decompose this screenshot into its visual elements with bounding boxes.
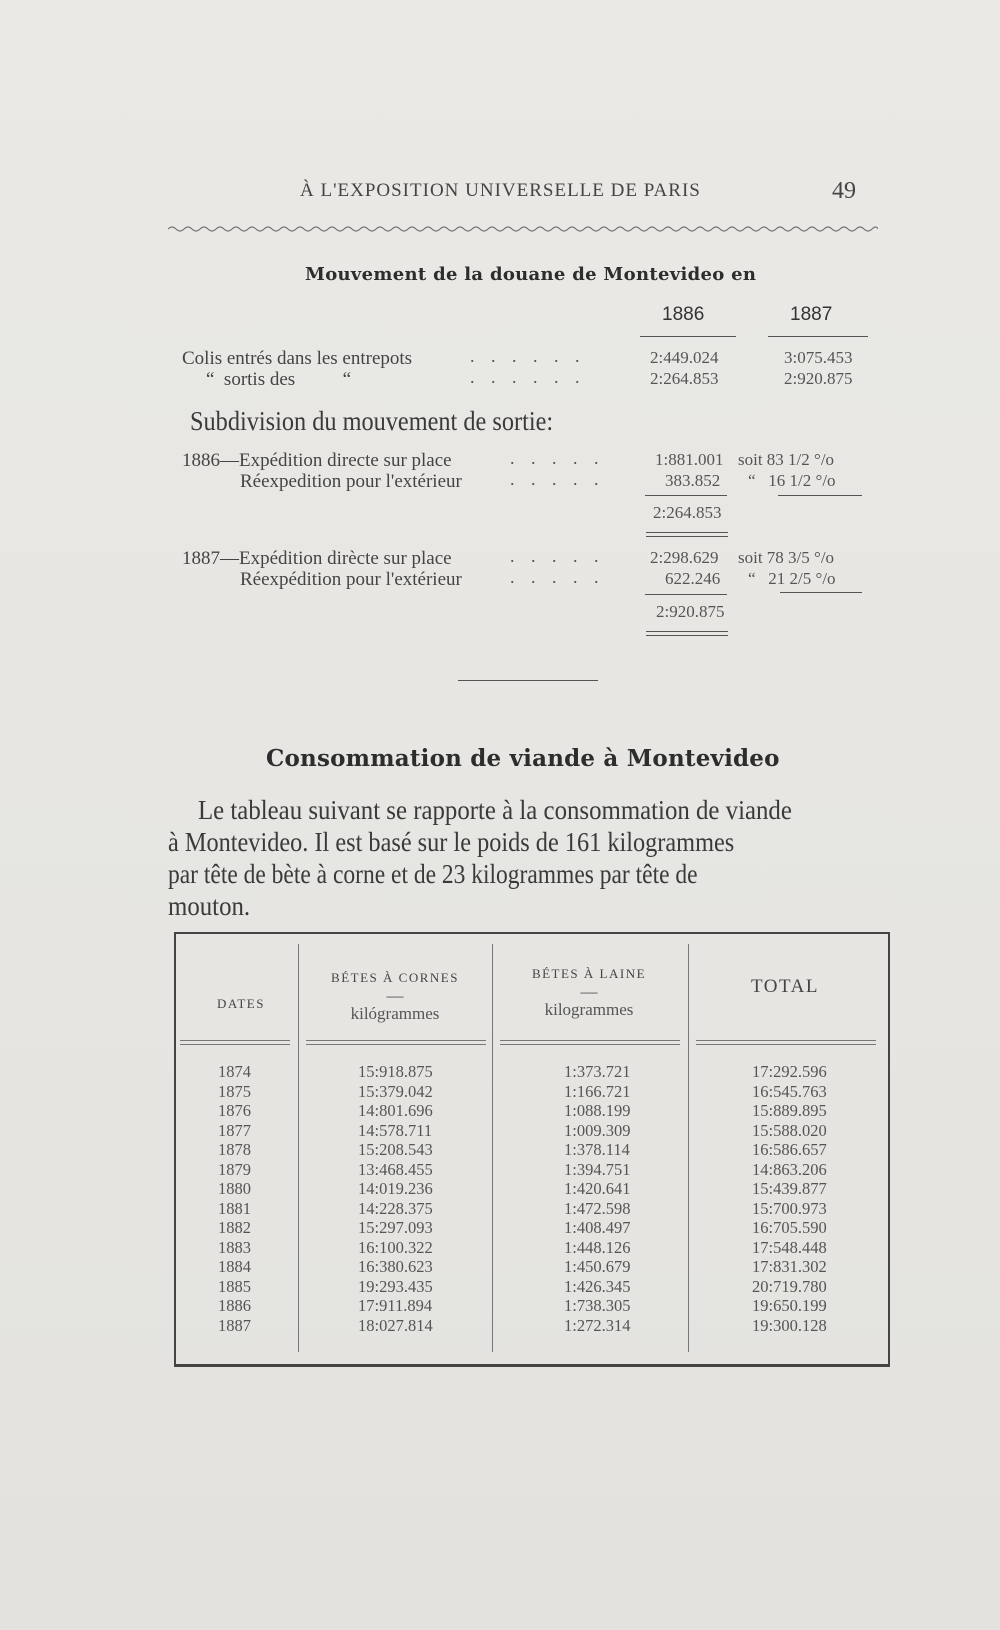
table-column-total [752,1062,827,1335]
paragraph-line: par tête de bète à corne et de 23 kilogrammes par tête de [168,859,698,889]
table-cell-total: 15:700.973 [752,1198,827,1218]
table-cell-date: 1887 [218,1315,251,1335]
table-cell-total: 17:831.302 [752,1257,827,1276]
value-1887-reexpedition: 622.246 [665,569,721,588]
table-unit-laine: kilogrammes [544,1000,634,1019]
table-cell-cornes: 15:297.093 [358,1218,433,1237]
percent-1886-expedition: soit 83 1/2 °/o [738,450,835,469]
table-cell-cornes: 15:918.875 [358,1062,433,1081]
table-header-cornes: BÉTES À CORNES [331,970,459,985]
percent-1887-expedition: soit 78 3/5 °/o [738,548,835,567]
table-column-cornes [358,1062,433,1335]
table-cell-laine: 1:373.721 [564,1062,631,1081]
table-cell-cornes: 16:380.623 [358,1257,433,1276]
total-double-rule [646,532,728,537]
table-cell-laine: 1:009.309 [564,1120,631,1140]
table-cell-total: 17:548.448 [752,1237,827,1257]
table-column-divider [492,944,493,1352]
table-header-total: TOTAL [751,976,819,997]
year-underline [768,336,868,337]
table-header-dates: DATES [217,996,265,1011]
sum-rule [778,495,862,496]
leader-dots: . . . . . [510,448,605,468]
table-cell-laine: 1:450.679 [564,1257,631,1276]
table-cell-cornes: 16:100.322 [358,1237,433,1257]
table-cell-cornes: 14:801.696 [358,1101,433,1120]
table-cell-laine: 1:448.126 [564,1237,631,1257]
table-cell-total: 14:863.206 [752,1159,827,1179]
table-cell-cornes: 14:228.375 [358,1198,433,1218]
paragraph-line: mouton. [168,891,251,921]
sum-rule [780,592,862,593]
table-cell-laine: 1:394.751 [564,1159,631,1179]
table-cell-date: 1882 [218,1218,251,1237]
table-cell-laine: 1:408.497 [564,1218,631,1237]
total-double-rule [646,631,728,636]
table-header-dash: — [386,986,404,1005]
table-cell-total: 16:705.590 [752,1218,827,1237]
table-cell-total: 17:292.596 [752,1062,827,1081]
total-1886: 2:264.853 [653,503,722,522]
sum-rule [645,495,727,496]
table-header-laine: BÉTES À LAINE [531,966,647,981]
table-cell-total: 19:300.128 [752,1315,827,1335]
paragraph-line: à Montevideo. Il est basé sur le poids de 161 kilogrammes [168,827,735,857]
table-cell-laine: 1:738.305 [564,1296,631,1315]
value-1886: 2:264.853 [650,369,719,388]
value-1887-expedition: 2:298.629 [650,548,719,567]
leader-dots: . . . . . . [470,346,586,366]
table-cell-cornes: 13:468.455 [358,1159,433,1179]
table-cell-date: 1879 [218,1159,251,1179]
table-cell-total: 20:719.780 [752,1276,827,1296]
value-1886-expedition: 1:881.001 [655,450,724,469]
year-underline [640,336,736,337]
table-cell-date: 1884 [218,1257,251,1276]
decorative-wavy-rule [168,224,878,234]
total-1887: 2:920.875 [656,602,725,621]
table-cell-date: 1878 [218,1140,251,1159]
page-number: 49 [832,178,856,204]
table-cell-laine: 1:472.598 [564,1198,631,1218]
table-cell-cornes: 15:208.543 [358,1140,433,1159]
value-1887: 2:920.875 [784,369,853,388]
table-header-separator [500,1040,680,1045]
table-cell-cornes: 14:578.711 [358,1120,433,1140]
table-cell-total: 15:439.877 [752,1179,827,1198]
table-cell-date: 1886 [218,1296,251,1315]
table-cell-laine: 1:166.721 [564,1081,631,1101]
table-cell-laine: 1:426.345 [564,1276,631,1296]
table-cell-total: 15:889.895 [752,1101,827,1120]
row-label-1887-expedition: 1887—Expédition dirècte sur place [182,548,452,569]
paragraph-line: Le tableau suivant se rapporte à la consommation de viande [198,795,792,825]
table-cell-date: 1885 [218,1276,251,1296]
leader-dots: . . . . . [510,567,605,587]
sum-rule [645,594,727,595]
percent-1887-reexpedition: “ 21 2/5 °/o [748,569,836,588]
percent-1886-reexpedition: “ 16 1/2 °/o [748,471,836,490]
table-cell-cornes: 17:911.894 [358,1296,433,1315]
table-cell-total: 19:650.199 [752,1296,827,1315]
table-cell-laine: 1:378.114 [564,1140,630,1159]
table-column-laine [564,1062,630,1335]
year-header-1886: 1886 [662,304,705,325]
value-1886-reexpedition: 383.852 [665,471,721,490]
table-cell-cornes: 15:379.042 [358,1081,433,1101]
table-unit-cornes: kilógrammes [350,1004,440,1023]
subheading-subdivision: Subdivision du mouvement de sortie: [190,406,554,436]
year-header-1887: 1887 [790,304,833,325]
table-cell-total: 15:588.020 [752,1120,827,1140]
table-cell-laine: 1:088.199 [564,1101,631,1120]
section-divider [458,680,598,681]
table-header-separator [180,1040,290,1045]
table-cell-cornes: 14:019.236 [358,1179,433,1198]
row-label-1887-reexpedition: Réexpédition pour l'extérieur [240,569,462,590]
table-cell-date: 1874 [218,1062,251,1081]
row-label-1886-reexpedition: Réexpedition pour l'extérieur [240,471,462,492]
leader-dots: . . . . . . [470,367,586,387]
table-header-separator [306,1040,486,1045]
table-cell-cornes: 19:293.435 [358,1276,433,1296]
table-cell-date: 1883 [218,1237,251,1257]
value-1886: 2:449.024 [650,348,719,367]
leader-dots: . . . . . [510,546,605,566]
row-label-colis-sortis: “ sortis des “ [206,369,352,390]
table-column-dates [218,1062,251,1335]
section-title-douane: Mouvement de la douane de Montevideo en [305,264,757,285]
table-cell-total: 16:586.657 [752,1140,827,1159]
table-column-divider [688,944,689,1352]
table-cell-laine: 1:272.314 [564,1315,631,1335]
table-cell-laine: 1:420.641 [564,1179,631,1198]
table-cell-date: 1880 [218,1179,251,1198]
table-cell-cornes: 18:027.814 [358,1315,433,1335]
table-cell-date: 1875 [218,1081,251,1101]
table-cell-date: 1877 [218,1120,251,1140]
row-label-1886-expedition: 1886—Expédition directe sur place [182,450,452,471]
table-cell-date: 1881 [218,1198,251,1218]
table-cell-total: 16:545.763 [752,1081,827,1101]
table-header-separator [696,1040,876,1045]
leader-dots: . . . . . [510,469,605,489]
running-head: À L'EXPOSITION UNIVERSELLE DE PARIS [300,180,701,201]
table-column-divider [298,944,299,1352]
section-title-consommation: Consommation de viande à Montevideo [266,745,780,772]
table-cell-date: 1876 [218,1101,251,1120]
row-label-colis-entres: Colis entrés dans les entrepots [182,348,413,369]
table-header-dash: — [580,982,598,1001]
value-1887: 3:075.453 [784,348,853,367]
